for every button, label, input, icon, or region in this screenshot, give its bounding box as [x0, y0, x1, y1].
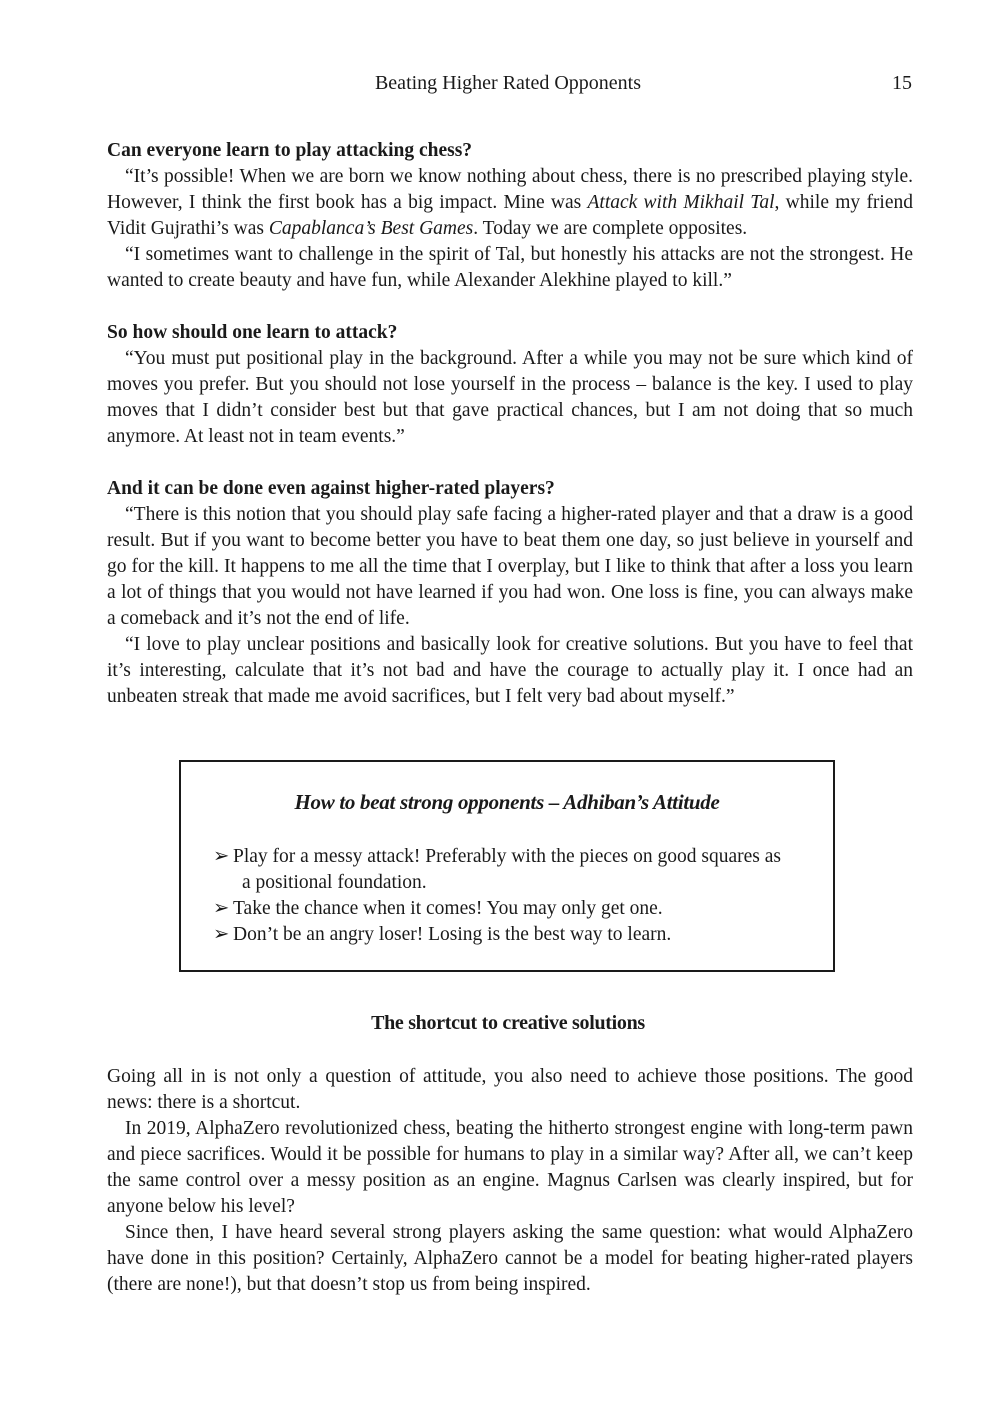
- body-paragraph: Going all in is not only a question of attitude, you also need to achieve those positions. The good news: there is a shortcut.: [107, 1066, 913, 1113]
- tips-box: [179, 760, 835, 972]
- question-heading: And it can be done even against higher-rated players?: [107, 478, 555, 499]
- list-item: [213, 844, 813, 896]
- interview-section: [107, 138, 913, 710]
- list-item-text: Play for a messy attack! Preferably with the pieces on good squares as: [233, 846, 781, 867]
- arrow-bullet-icon: ➢: [213, 898, 230, 919]
- book-title: Capablanca’s Best Games: [268, 218, 474, 239]
- list-item: [213, 896, 813, 922]
- answer-text: . Today we are complete opposites.: [473, 218, 748, 239]
- list-item-text: Take the chance when it comes! You may only get one.: [233, 898, 663, 919]
- running-head-title: Beating Higher Rated Opponents: [374, 72, 642, 94]
- list-item-text-continued: a positional foundation.: [242, 872, 427, 893]
- answer-text: “It’s possible! When we are born we know nothing about chess, there is no prescribed playing style. However, I think the first book has a big impact. Mine was: [107, 166, 913, 213]
- section-body: [107, 1064, 913, 1298]
- body-paragraph: In 2019, AlphaZero revolutionized chess, beating the hitherto strongest engine with long-term pawn and piece sacrifices. Would it be possible for humans to play in a similar way? After all, we can’t keep the same control over a messy position as an engine. Magnus Carlsen was clearly inspired, but for anyone below his level?: [107, 1118, 913, 1217]
- section-heading: The shortcut to creative solutions: [371, 1012, 645, 1034]
- answer-paragraph: [107, 164, 913, 242]
- answer-paragraph: “I sometimes want to challenge in the spirit of Tal, but honestly his attacks are not the strongest. He wanted to create beauty and have fun, while Alexander Alekhine played to kill.”: [107, 244, 913, 291]
- paragraph-gap: [107, 294, 913, 320]
- answer-paragraph: “You must put positional play in the background. After a while you may not be sure which kind of moves you prefer. But you should not lose yourself in the process – balance is the key. I used to play moves that I didn’t consider best but that gave practical chances, but I am not doing that so much anymore. At least not in team events.”: [107, 348, 913, 447]
- arrow-bullet-icon: ➢: [213, 846, 230, 867]
- paragraph-gap: [107, 450, 913, 476]
- question-heading: So how should one learn to attack?: [107, 322, 398, 343]
- tips-box-title: How to beat strong opponents – Adhiban’s Attitude: [294, 790, 720, 814]
- answer-paragraph: “There is this notion that you should play safe facing a higher-rated player and that a draw is a good result. But if you want to become better you have to beat them one day, so just believe in yourself and go for the kill. It happens to me all the time that I overplay, but I like to think that after a loss you learn a lot of things that you would not have learned if you had won. One loss is fine, you can always make a comeback and it’s not the end of life.: [107, 504, 913, 629]
- body-paragraph: Since then, I have heard several strong players asking the same question: what would AlphaZero have done in this position? Certainly, AlphaZero cannot be a model for beating higher-rated players (there are none!), but that doesn’t stop us from being inspired.: [107, 1222, 913, 1295]
- answer-text: , while my friend Vidit Gujrathi’s was: [107, 192, 913, 239]
- book-title: Attack with Mikhail Tal: [587, 192, 775, 213]
- arrow-bullet-icon: ➢: [213, 924, 230, 945]
- question-heading: Can everyone learn to play attacking chess?: [107, 140, 473, 161]
- tips-list: [213, 844, 813, 948]
- page-number: 15: [892, 72, 912, 94]
- list-item-text: Don’t be an angry loser! Losing is the best way to learn.: [233, 924, 672, 945]
- answer-paragraph: “I love to play unclear positions and basically look for creative solutions. But you have to feel that it’s interesting, calculate that it’s not bad and have the courage to actually play it. I once had an unbeaten streak that made me avoid sacrifices, but I felt very bad about myself.”: [107, 634, 913, 707]
- list-item: [213, 922, 813, 948]
